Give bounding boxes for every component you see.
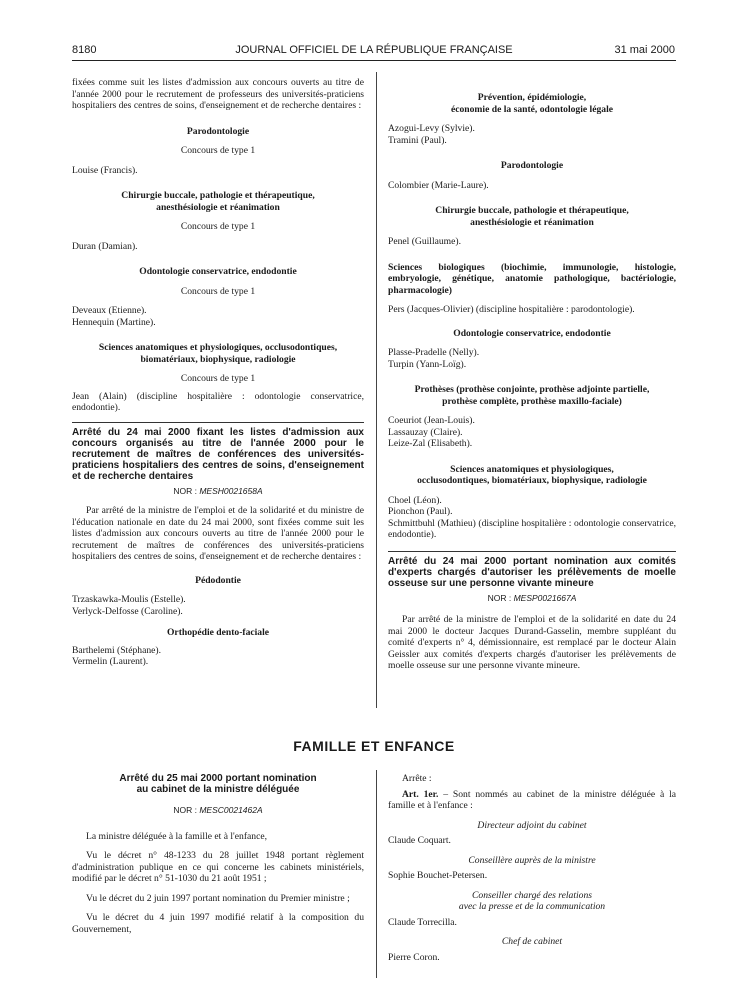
- candidate-name: Verlyck-Delfosse (Caroline).: [72, 605, 183, 617]
- candidate-name: Barthelemi (Stéphane).: [72, 644, 161, 656]
- section-heading: Odontologie conservatrice, endodontie: [453, 327, 611, 339]
- body-paragraph: Vu le décret du 4 juin 1997 modifié relatif à la composition du Gouvernement,: [72, 912, 364, 935]
- journal-title: JOURNAL OFFICIEL DE LA RÉPUBLIQUE FRANÇAISE: [235, 44, 513, 56]
- arrete-word: Arrête :: [402, 773, 432, 784]
- intro-paragraph: fixées comme suit les listes d'admission aux concours ouverts au titre de l'année 2000 pour le recrutement de professeurs des universités-praticiens hospitaliers des centres de soins, d'enseignement et de recherche dentaires :: [72, 77, 364, 111]
- candidate-name: Deveaux (Etienne).: [72, 305, 147, 316]
- candidate-name: Tramini (Paul).: [388, 134, 447, 146]
- section-heading: Sciences anatomiques et physiologiques, occlusodontiques,: [98, 342, 338, 353]
- concours-type: Concours de type 1: [180, 221, 256, 232]
- arrete-title: au cabinet de la ministre déléguée: [136, 784, 300, 795]
- section-heading: biomatériaux, biophysique, radiologie: [140, 353, 296, 365]
- candidate-name: Lassauzay (Claire).: [388, 426, 463, 438]
- body-paragraph: Vu le décret du 2 juin 1997 portant nomination du Premier ministre ;: [86, 892, 350, 904]
- appointee-name: Claude Coquart.: [388, 835, 451, 846]
- right-column-bottom: [388, 773, 676, 963]
- section-heading: Odontologie conservatrice, endodontie: [139, 266, 297, 277]
- nor-reference: [72, 486, 364, 498]
- appointee-name: Claude Torrecilla.: [388, 916, 457, 928]
- candidate-name: Pionchon (Paul).: [388, 506, 453, 517]
- nor-label: NOR :: [487, 592, 512, 603]
- candidate-name: Choel (Léon).: [388, 494, 442, 506]
- role-title: Conseillère auprès de la ministre: [468, 854, 596, 866]
- article-text: – Sont nommés au cabinet de la ministre déléguée à la famille et à l'enfance :: [388, 788, 676, 811]
- candidate-name: Schmittbuhl (Mathieu) (discipline hospitalière : odontologie conservatrice, endodontie).: [388, 517, 676, 540]
- arrete-title: Arrêté du 25 mai 2000 portant nomination: [119, 773, 317, 784]
- arrete-title: Arrêté du 24 mai 2000 fixant les listes d'admission aux concours organisés au titre de l'année 2000 pour le recrutement de maîtres de conférences des universités-praticiens hospitaliers des centres de soins, d'enseignement et de recherche dentaires: [72, 426, 364, 482]
- nor-reference: [388, 593, 676, 605]
- article-label: Art. 1er.: [402, 788, 439, 800]
- candidate-name: Louise (Francis).: [72, 164, 138, 176]
- concours-type: Concours de type 1: [180, 145, 256, 156]
- section-heading: Prothèses (prothèse conjointe, prothèse adjointe partielle,: [414, 384, 650, 395]
- section-heading: Orthopédie dento-faciale: [166, 627, 270, 638]
- left-column-bottom: [72, 773, 364, 935]
- column-divider: [376, 72, 377, 708]
- appointee-name: Pierre Coron.: [388, 951, 440, 963]
- section-title: FAMILLE ET ENFANCE: [293, 738, 455, 754]
- section-heading: anesthésiologie et réanimation: [470, 216, 594, 228]
- section-heading: Sciences biologiques (biochimie, immunologie, histologie, embryologie, génétique, anatomie pathologique, bactériologie, pharmacologie): [388, 261, 676, 296]
- section-heading: Prévention, épidémiologie,: [477, 92, 587, 103]
- candidate-name: Azogui-Levy (Sylvie).: [388, 123, 475, 134]
- candidate-name: Vermelin (Laurent).: [72, 656, 149, 667]
- concours-type: Concours de type 1: [180, 373, 256, 384]
- body-paragraph: La ministre déléguée à la famille et à l'enfance,: [86, 830, 267, 842]
- section-heading: économie de la santé, odontologie légale: [450, 103, 613, 115]
- section-heading: occlusodontiques, biomatériaux, biophysique, radiologie: [417, 475, 647, 486]
- role-title: Conseiller chargé des relations: [472, 889, 592, 901]
- section-heading: Pédodontie: [195, 574, 241, 586]
- candidate-name: Leize-Zal (Elisabeth).: [388, 438, 473, 449]
- header-rule: [72, 60, 676, 61]
- candidate-name: Jean (Alain) (discipline hospitalière : odontologie conservatrice, endodontie).: [72, 390, 364, 413]
- section-heading: prothèse complète, prothèse maxillo-faciale): [442, 395, 622, 407]
- section-heading: Chirurgie buccale, pathologie et thérapeutique,: [121, 190, 315, 201]
- candidate-name: Coeuriot (Jean-Louis).: [388, 415, 475, 426]
- candidate-name: Trzaskawka-Moulis (Estelle).: [72, 594, 186, 605]
- role-title: avec la presse et de la communication: [458, 901, 606, 912]
- issue-date: 31 mai 2000: [614, 44, 675, 56]
- page-number: 8180: [72, 44, 97, 56]
- right-column-top: [388, 92, 676, 672]
- column-divider: [376, 770, 377, 978]
- section-heading: Parodontologie: [186, 125, 250, 137]
- section-heading: Chirurgie buccale, pathologie et thérapeutique,: [435, 205, 629, 216]
- candidate-name: Penel (Guillaume).: [388, 236, 461, 247]
- candidate-name: Hennequin (Martine).: [72, 316, 156, 328]
- candidate-name: Pers (Jacques-Olivier) (discipline hospitalière : parodontologie).: [388, 304, 635, 315]
- section-heading: Parodontologie: [500, 160, 564, 171]
- nor-code: MESP0021667A: [513, 592, 577, 603]
- concours-type: Concours de type 1: [180, 285, 256, 297]
- nor-label: NOR :: [173, 485, 197, 496]
- candidate-name: Plasse-Pradelle (Nelly).: [388, 347, 480, 358]
- section-heading: anesthésiologie et réanimation: [156, 201, 280, 213]
- appointee-name: Sophie Bouchet-Petersen.: [388, 870, 488, 881]
- candidate-name: Colombier (Marie-Laure).: [388, 179, 489, 191]
- arrete-title: Arrêté du 24 mai 2000 portant nomination aux comités d'experts chargés d'autoriser les prélèvements de moelle osseuse sur une personne vivante mineure: [388, 555, 676, 589]
- arrete-body: Par arrêté de la ministre de l'emploi et de la solidarité en date du 24 mai 2000 le docteur Jacques Durand-Gasselin, membre suppléant du comité d'experts n° 4, démissionnaire, est remplacé par le docteur Alain Geissler aux comités d'experts chargés d'autoriser les prélèvements de moelle osseuse sur une personne vivante mineure.: [388, 614, 676, 671]
- role-title: Directeur adjoint du cabinet: [477, 819, 587, 831]
- role-title: Chef de cabinet: [501, 936, 563, 947]
- article-paragraph: [388, 789, 676, 812]
- candidate-name: Duran (Damian).: [72, 240, 138, 252]
- body-paragraph: Vu le décret n° 48-1233 du 28 juillet 1948 portant règlement d'administration publique en ce qui concerne les cabinets ministériels, modifié par le décret n° 51-1030 du 21 août 1951 ;: [72, 850, 364, 884]
- left-column-top: [72, 77, 364, 668]
- arrete-body: Par arrêté de la ministre de l'emploi et de la solidarité et du ministre de l'éducation nationale en date du 24 mai 2000, sont fixées comme suit les listes d'admission aux concours ouverts au titre de l'année 2000 pour le recrutement de maîtres de conférences des universités-praticiens hospitaliers des centres de soins, d'enseignement et de recherche dentaires :: [72, 505, 364, 562]
- nor-label: NOR :: [173, 805, 197, 815]
- section-heading: Sciences anatomiques et physiologiques,: [450, 463, 614, 475]
- nor-reference: [72, 805, 364, 817]
- nor-code: MESH0021658A: [199, 485, 263, 496]
- candidate-name: Turpin (Yann-Loïg).: [388, 358, 467, 370]
- nor-code: MESC0021462A: [199, 805, 263, 815]
